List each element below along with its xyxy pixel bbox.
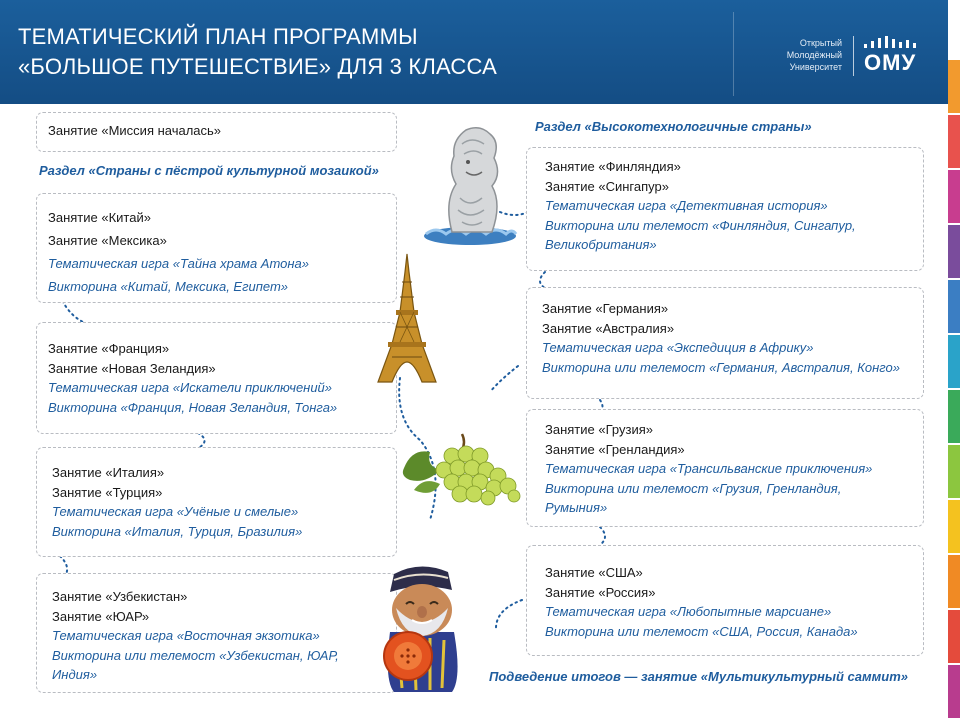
activity-line: Тематическая игра «Тайна храма Атона» xyxy=(48,256,309,271)
activity-line: Тематическая игра «Трансильванские приключения» xyxy=(545,461,873,476)
logo-caption-line-3: Университет xyxy=(789,62,842,72)
activity-line: Викторина или телемост «Грузия, Гренландия, Румыния» xyxy=(545,480,842,515)
color-stripe xyxy=(948,390,960,443)
logo-caption-line-1: Открытый xyxy=(799,38,842,48)
left-box-2 xyxy=(36,322,397,434)
activity-line: Викторина или телемост «Германия, Австралия, Конго» xyxy=(542,359,900,375)
left-section-title: Раздел «Страны с пёстрой культурной мозаикой» xyxy=(39,163,379,178)
uzbek-figurine-icon xyxy=(372,560,470,694)
page-title xyxy=(18,22,497,82)
connector-right-2 xyxy=(490,366,518,392)
left-box-3 xyxy=(36,447,397,557)
right-box-2 xyxy=(526,287,924,399)
left-box-1 xyxy=(36,193,397,303)
logo-caption xyxy=(760,37,842,73)
merlion-statue-icon xyxy=(422,122,518,246)
lesson-line: Занятие «Новая Зеландия» xyxy=(48,360,216,376)
eiffel-tower-icon xyxy=(376,252,438,384)
lesson-line: Занятие «Россия» xyxy=(545,584,656,600)
activity-line: Викторина или телемост «Узбекистан, ЮАР, Индия» xyxy=(52,647,339,682)
activity-line: Викторина «Италия, Турция, Бразилия» xyxy=(52,523,303,539)
lesson-line: Занятие «Италия» xyxy=(52,465,165,480)
color-stripe xyxy=(948,60,960,113)
right-box-1 xyxy=(526,147,924,271)
lesson-line: Занятие «ЮАР» xyxy=(52,608,150,624)
color-stripe xyxy=(948,225,960,278)
intro-label: Занятие «Миссия началась» xyxy=(48,123,222,138)
color-stripe xyxy=(948,500,960,553)
activity-line: Тематическая игра «Экспедиция в Африку» xyxy=(542,340,814,355)
activity-line: Тематическая игра «Детективная история» xyxy=(545,198,828,213)
right-box-3 xyxy=(526,409,924,527)
color-stripe xyxy=(948,555,960,608)
lesson-line: Занятие «Грузия» xyxy=(545,422,653,437)
left-box-4 xyxy=(36,573,397,693)
color-stripe xyxy=(948,610,960,663)
lesson-line: Занятие «Гренландия» xyxy=(545,441,685,457)
right-box-4 xyxy=(526,545,924,656)
lesson-line: Занятие «США» xyxy=(545,565,643,580)
color-stripe xyxy=(948,170,960,223)
activity-line: Викторина или телемост «Финляндия, Сингапур, Великобритания» xyxy=(545,217,856,252)
logo-caption-line-2: Молодёжный xyxy=(786,50,842,60)
logo xyxy=(864,36,924,76)
header-divider xyxy=(733,12,734,96)
activity-line: Тематическая игра «Любопытные марсиане» xyxy=(545,604,832,619)
connector-left-2 xyxy=(198,433,205,447)
lesson-line: Занятие «Мексика» xyxy=(48,233,167,248)
header-banner xyxy=(0,0,948,104)
activity-line: Тематическая игра «Искатели приключений» xyxy=(48,380,333,395)
connector-right-4 xyxy=(600,527,605,545)
right-section-title: Раздел «Высокотехнологичные страны» xyxy=(535,119,812,134)
color-stripe xyxy=(948,115,960,168)
activity-line: Тематическая игра «Учёные и смелые» xyxy=(52,504,299,519)
page-title-line-2: «БОЛЬШОЕ ПУТЕШЕСТВИЕ» ДЛЯ 3 КЛАССА xyxy=(18,54,497,79)
color-stripe xyxy=(948,280,960,333)
logo-separator xyxy=(853,36,854,76)
lesson-line: Занятие «Сингапур» xyxy=(545,178,669,194)
activity-line: Викторина «Франция, Новая Зеландия, Тонга» xyxy=(48,399,338,415)
activity-line: Викторина «Китай, Мексика, Египет» xyxy=(48,279,289,294)
lesson-line: Занятие «Узбекистан» xyxy=(52,589,188,604)
activity-line: Викторина или телемост «США, Россия, Канада» xyxy=(545,623,858,639)
connector-final xyxy=(496,600,522,630)
color-stripe xyxy=(948,665,960,718)
logo-name: ОМУ xyxy=(864,50,917,75)
lesson-line: Занятие «Германия» xyxy=(542,301,669,316)
lesson-line: Занятие «Австралия» xyxy=(542,320,675,336)
color-stripe xyxy=(948,445,960,498)
lesson-line: Занятие «Китай» xyxy=(48,210,151,225)
color-stripe xyxy=(948,335,960,388)
logo-bars-icon xyxy=(864,36,922,48)
intro-box xyxy=(36,112,397,152)
final-summary-title: Подведение итогов — занятие «Мультикультурный саммит» xyxy=(489,669,908,684)
grapes-icon xyxy=(400,428,524,506)
lesson-line: Занятие «Финляндия» xyxy=(545,159,681,174)
lesson-line: Занятие «Турция» xyxy=(52,484,163,500)
lesson-line: Занятие «Франция» xyxy=(48,341,170,356)
connector-right-1 xyxy=(540,272,545,288)
connector-left-3 xyxy=(60,556,67,574)
activity-line: Тематическая игра «Восточная экзотика» xyxy=(52,628,320,643)
page-title-line-1: ТЕМАТИЧЕСКИЙ ПЛАН ПРОГРАММЫ xyxy=(18,24,418,49)
